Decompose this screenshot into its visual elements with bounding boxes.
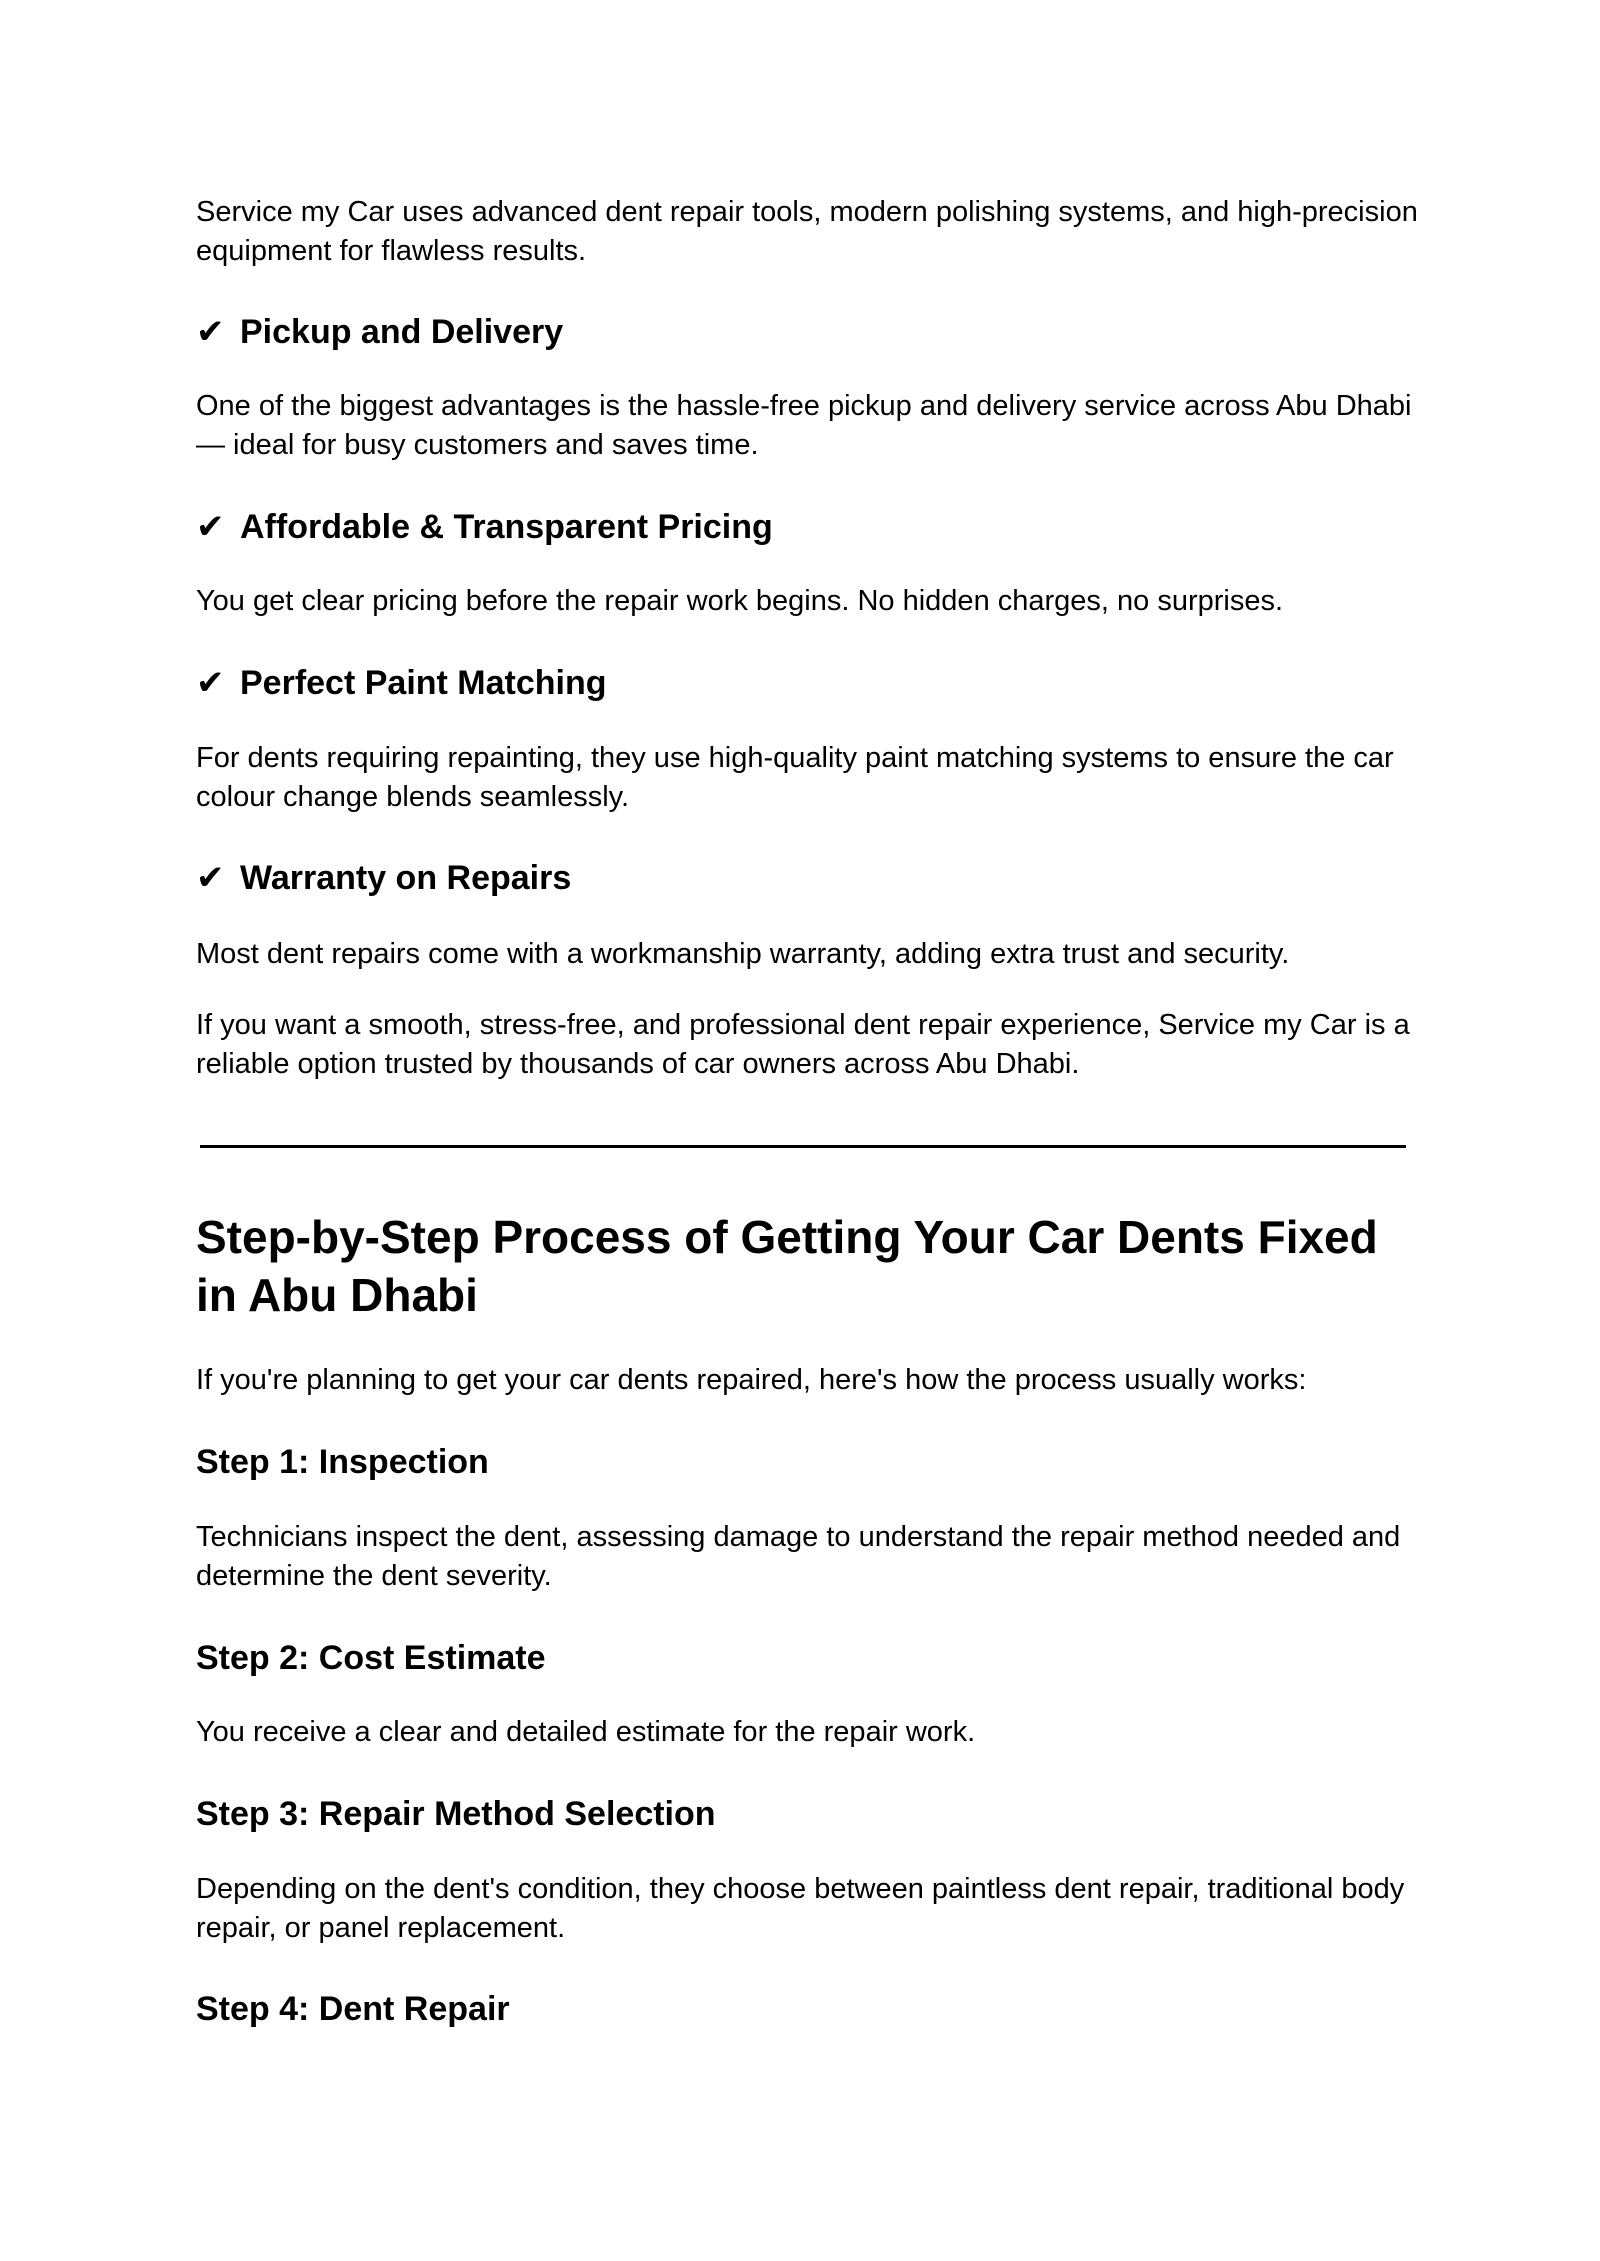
check-mark-icon: ✔ bbox=[196, 664, 225, 702]
feature-paragraph-paint: For dents requiring repainting, they use high-quality paint matching systems to ensure the car colour change blends seamlessly. bbox=[196, 742, 1394, 813]
process-title: Step-by-Step Process of Getting Your Car Dents Fixed in Abu Dhabi bbox=[196, 1211, 1378, 1321]
feature-heading-label: Warranty on Repairs bbox=[240, 859, 572, 897]
feature-paragraph-pricing: You get clear pricing before the repair work begins. No hidden charges, no surprises. bbox=[196, 585, 1284, 617]
step-heading-1: Step 1: Inspection bbox=[196, 1443, 489, 1481]
feature-heading-pricing bbox=[196, 506, 1426, 548]
feature-heading-paint bbox=[196, 662, 1426, 704]
check-mark-icon: ✔ bbox=[196, 313, 225, 351]
feature-heading-label: Perfect Paint Matching bbox=[240, 664, 607, 702]
closing-paragraph: If you want a smooth, stress-free, and professional dent repair experience, Service my Car is a reliable option trusted by thousands of car owners across Abu Dhabi. bbox=[196, 1009, 1410, 1080]
step-paragraph-3: Depending on the dent's condition, they choose between paintless dent repair, traditional body repair, or panel replacement. bbox=[196, 1873, 1405, 1944]
step-paragraph-1: Technicians inspect the dent, assessing damage to understand the repair method needed and determine the dent severity. bbox=[196, 1521, 1401, 1592]
feature-heading-pickup bbox=[196, 311, 1426, 353]
feature-heading-label: Affordable & Transparent Pricing bbox=[240, 508, 773, 546]
check-mark-icon: ✔ bbox=[196, 508, 225, 546]
check-mark-icon: ✔ bbox=[196, 859, 225, 897]
step-heading-4: Step 4: Dent Repair bbox=[196, 1990, 510, 2028]
step-heading-2: Step 2: Cost Estimate bbox=[196, 1639, 546, 1677]
feature-paragraph-warranty: Most dent repairs come with a workmanship warranty, adding extra trust and security. bbox=[196, 938, 1290, 970]
feature-heading-warranty bbox=[196, 857, 1426, 899]
horizontal-divider bbox=[200, 1145, 1406, 1148]
intro-paragraph: Service my Car uses advanced dent repair tools, modern polishing systems, and high-precision equipment for flawless results. bbox=[196, 196, 1418, 267]
feature-heading-label: Pickup and Delivery bbox=[240, 313, 564, 351]
feature-paragraph-pickup: One of the biggest advantages is the hassle-free pickup and delivery service across Abu Dhabi — ideal for busy customers and saves time. bbox=[196, 390, 1412, 461]
step-paragraph-2: You receive a clear and detailed estimate for the repair work. bbox=[196, 1716, 976, 1748]
step-heading-3: Step 3: Repair Method Selection bbox=[196, 1795, 716, 1833]
process-intro-paragraph: If you're planning to get your car dents repaired, here's how the process usually works: bbox=[196, 1364, 1307, 1396]
